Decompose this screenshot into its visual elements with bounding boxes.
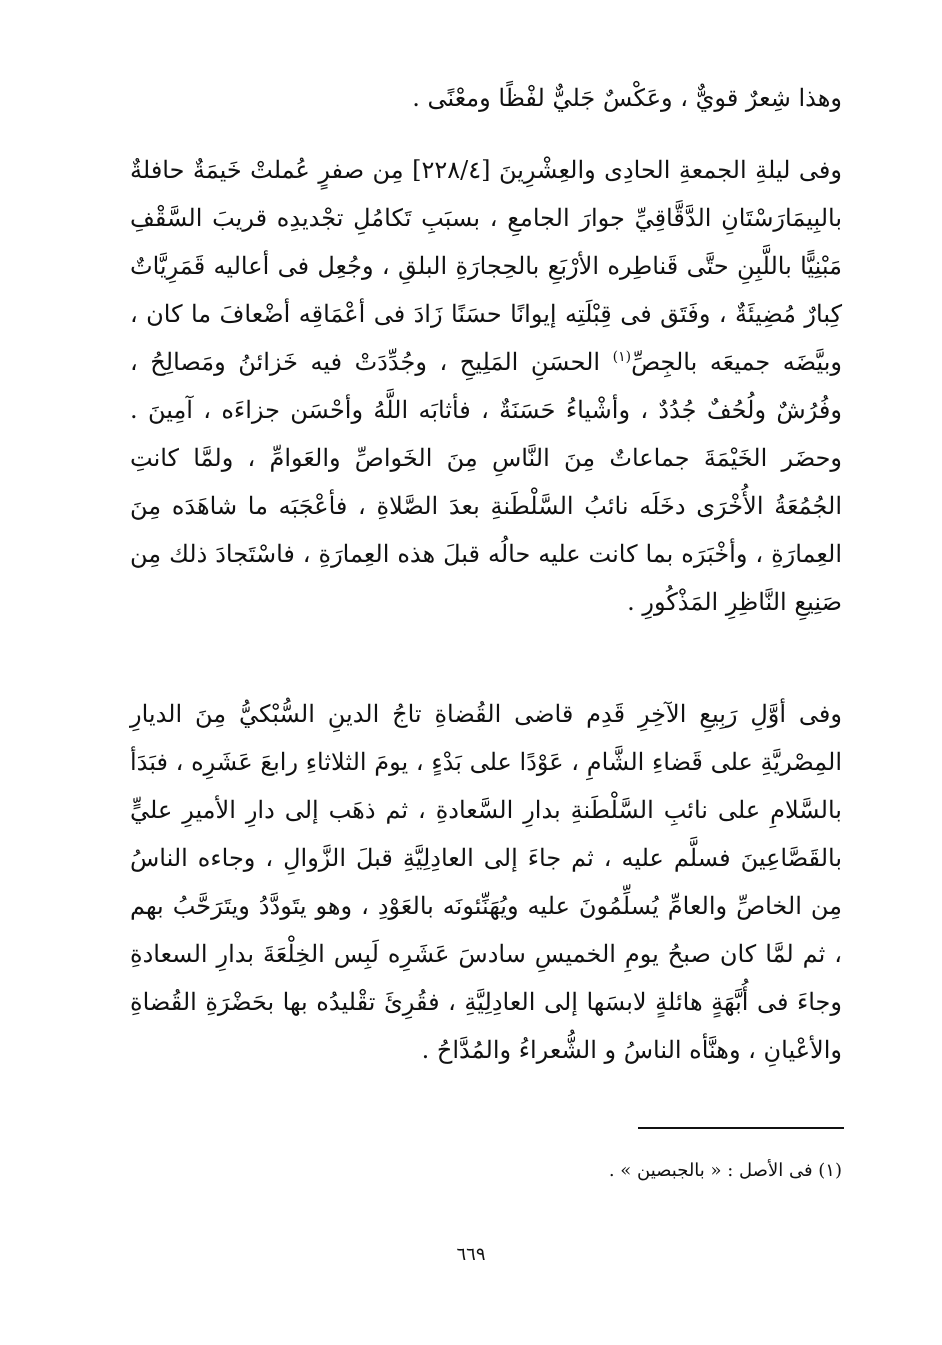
paragraph-verse-comment: وهذا شِعرٌ قويٌّ ، وعَكْسٌ جَليٌّ لفْظًا ومعْنًى .: [412, 84, 842, 112]
paragraph-bimaristan-part-one: وفى ليلةِ الجمعةِ الحادِى والعِشْرِينَ [٢٢٨/٤] مِن صفرٍ عُملتْ خَيمَةٌ حافلةٌ بالبِيمَارَسْتَانِ الدَّقَّاقِيِّ جوارَ الجامعِ ، بسبَبِ تَكامُلِ تجْديدِه قريبَ السَّقْفِ مَبْنِيًّا باللَّبِنِ حتَّى قَناطِره الأرْبَعِ بالحِجارَةِ البلقِ ، وجُعِل فى أعاليه قَمَرِيَّاتٌ كِبارٌ مُضِيئَةٌ ، وفَتَق فى قِبْلَتِه إيوانًا حسَنًا زَادَ فى أعْمَاقِه أضْعافَ ما كان ، وبيَّضَه جميعَه بالجِصِّ: [130, 156, 842, 376]
paragraph-bimaristan-renovation: [130, 146, 842, 626]
paragraph-judge-arrival: وفى أوَّلِ رَبِيعِ الآخِرِ قَدِم قاضى القُضاةِ تاجُ الدينِ السُّبْكيُّ مِنَ الديارِ المِصْريَّةِ على قَضاءِ الشَّامِ ، عَوْدًا على بَدْءٍ ، يومَ الثلاثاءِ رابعَ عَشَرِه ، فبَدَأ بالسَّلامِ على نائبِ السَّلْطَنةِ بدارِ السَّعادةِ ، ثم ذهَب إلى دارِ الأميرِ عليٍّ بالقَصَّاعِينَ فسلَّم عليه ، ثم جاءَ إلى العادِلِيَّةِ قبلَ الزَّوالِ ، وجاءه الناسُ مِن الخاصِّ والعامِّ يُسلِّمُونَ عليه ويُهَنِّئونَه بالعَوْدِ ، وهو يتَودَّدُ ويتَرَحَّبُ بهم ، ثم لمَّا كان صبحُ يومِ الخميسِ سادسَ عَشَرِه لَبِس الخِلْعَةَ بدارِ السعادةِ وجاءَ فى أُبَّهَةٍ هائلةٍ لابسَها إلى العادِلِيَّةِ ، فقُرِئَ تقْليدُه بها بحَضْرَةِ القُضاةِ والأعْيانِ ، وهنَّأه الناسُ و الشُّعراءُ والمُدَّاحُ .: [130, 700, 842, 1064]
paragraph-bimaristan-part-two: الحسَنِ المَلِيحِ ، وجُدِّدَتْ فيه خَزائنُ ومَصالِحُ ، وفُرُشٌ ولُحُفٌ جُدُدٌ ، وأشْياءُ حَسَنَةٌ ، فأثابَه اللَّهُ وأحْسَن جزاءَه ، آمِينَ . وحضَر الخَيْمَةَ جماعاتٌ مِنَ النَّاسِ مِنَ الخَواصِّ والعَوامِّ ، ولمَّا كانتِ الجُمُعَةُ الأُخْرَى دخَلَه نائبُ السَّلْطَنةِ بعدَ الصَّلاةِ ، فأعْجَبَه ما شاهَدَه مِنَ العِمارَةِ ، وأخْبَرَه بما كانت عليه حالُه قبلَ هذه العِمارَةِ ، فاسْتَجادَ ذلك مِن صَنِيعِ النَّاظِرِ المَذْكُورِ .: [130, 348, 842, 616]
footnote-reference-marker: (١): [612, 349, 632, 365]
footnote-divider: [638, 1127, 844, 1129]
footnote-text: (١) فى الأصل : « بالجبصين » .: [608, 1160, 842, 1181]
page-number: ٦٦٩: [456, 1244, 486, 1265]
